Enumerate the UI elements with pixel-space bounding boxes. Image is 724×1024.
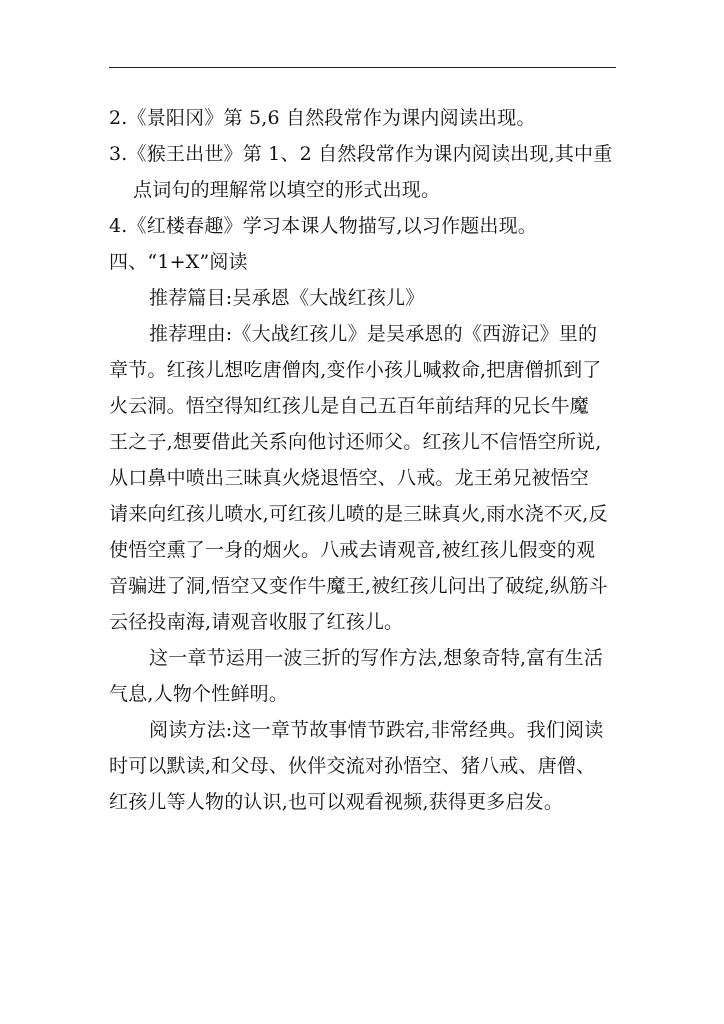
reading-method-line-3: 红孩儿等人物的认识,也可以观看视频,获得更多启发。 xyxy=(109,791,564,813)
recommendation-reason-line-8: 音骗进了洞,悟空又变作牛魔王,被红孩儿问出了破绽,纵筋斗 xyxy=(109,575,608,597)
reading-method-line-1: 阅读方法:这一章节故事情节跌宕,非常经典。我们阅读 xyxy=(149,719,604,741)
recommendation-reason-line-3: 火云洞。悟空得知红孩儿是自己五百年前结拜的兄长牛魔 xyxy=(109,395,590,417)
recommendation-reason-line-6: 请来向红孩儿喷水,可红孩儿喷的是三昧真火,雨水浇不灭,反 xyxy=(109,503,608,525)
recommendation-reason-line-1: 推荐理由:《大战红孩儿》是吴承恩的《西游记》里的 xyxy=(149,323,598,345)
recommendation-reason-line-9: 云径投南海,请观音收服了红孩儿。 xyxy=(109,611,404,633)
document-body xyxy=(109,100,619,820)
header-rule xyxy=(109,67,616,68)
item-4-honglouchunqu: 4.《红楼春趣》学习本课人物描写,以习作题出现。 xyxy=(109,215,537,237)
section-heading-reading: 四、“1+X”阅读 xyxy=(109,251,248,273)
recommendation-reason-line-7: 使悟空熏了一身的烟火。八戒去请观音,被红孩儿假变的观 xyxy=(109,539,596,561)
item-3-houwangchushi: 3.《猴王出世》第 1、2 自然段常作为课内阅读出现,其中重 xyxy=(109,143,613,165)
recommendation-reason-line-5: 从口鼻中喷出三昧真火烧退悟空、八戒。龙王弟兄被悟空 xyxy=(109,467,590,489)
recommendation-reason-line-4: 王之子,想要借此关系向他讨还师父。红孩儿不信悟空所说, xyxy=(109,431,602,453)
item-2-jingyanggang: 2.《景阳冈》第 5,6 自然段常作为课内阅读出现。 xyxy=(109,107,536,129)
reading-method-line-2: 时可以默读,和父母、伙伴交流对孙悟空、猪八戒、唐僧、 xyxy=(109,755,596,777)
recommended-title: 推荐篇目:吴承恩《大战红孩儿》 xyxy=(149,287,425,309)
writing-method-line-1: 这一章节运用一波三折的写作方法,想象奇特,富有生活 xyxy=(149,647,604,669)
recommendation-reason-line-2: 章节。红孩儿想吃唐僧肉,变作小孩儿喊救命,把唐僧抓到了 xyxy=(109,359,602,381)
item-3-continued: 点词句的理解常以填空的形式出现。 xyxy=(133,179,441,201)
writing-method-line-2: 气息,人物个性鲜明。 xyxy=(109,683,289,705)
